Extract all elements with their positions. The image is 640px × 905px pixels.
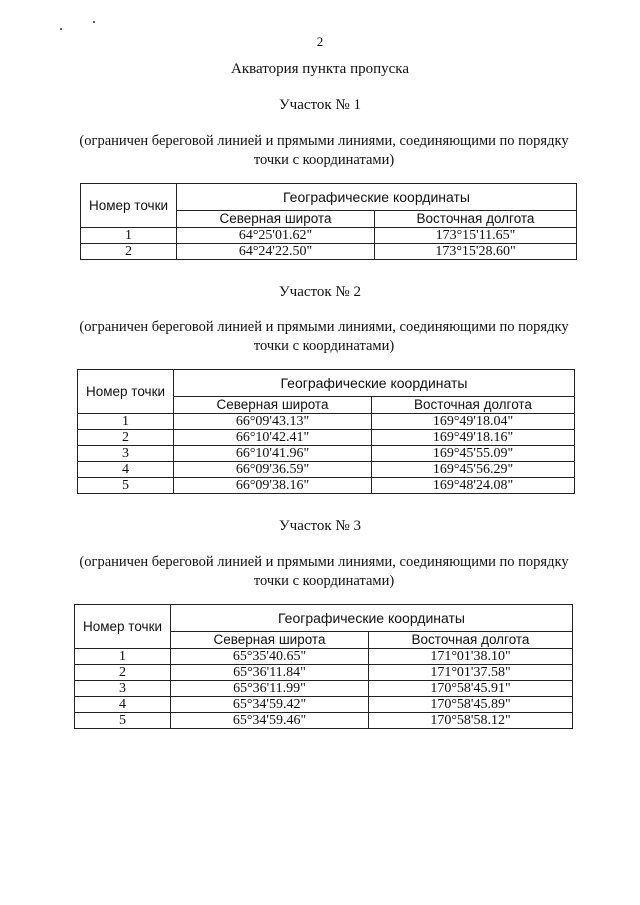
point-number: 2 [78,430,174,446]
longitude-value: 169°45'56.29" [372,462,575,478]
point-number: 5 [78,478,174,494]
longitude-value: 173°15'28.60" [375,244,577,260]
point-number: 4 [78,462,174,478]
point-number: 3 [78,446,174,462]
latitude-value: 65°36'11.99" [171,681,369,697]
latitude-header: Северная широта [177,211,375,228]
longitude-value: 169°49'18.16" [372,430,575,446]
longitude-value: 169°45'55.09" [372,446,575,462]
point-number: 1 [75,649,171,665]
section-heading: Участок № 1 [279,97,361,113]
coordinates-header: Географические координаты [171,605,573,632]
coordinates-header: Географические координаты [177,184,577,211]
longitude-value: 170°58'58.12" [369,713,573,729]
point-number-header: Номер точки [75,605,171,649]
latitude-value: 65°34'59.46" [171,713,369,729]
coordinates-table [74,604,573,729]
point-number-header: Номер точки [81,184,177,228]
latitude-value: 66°10'41.96" [174,446,372,462]
longitude-value: 171°01'37.58" [369,665,573,681]
coordinates-table [80,183,577,260]
table-row [81,244,577,260]
table-row [75,665,573,681]
coordinates-header: Географические координаты [174,370,575,397]
point-number: 2 [81,244,177,260]
latitude-value: 66°09'43.13" [174,414,372,430]
point-number: 1 [81,228,177,244]
latitude-header: Северная широта [174,397,372,414]
latitude-value: 66°10'42.41" [174,430,372,446]
longitude-value: 170°58'45.89" [369,697,573,713]
longitude-value: 170°58'45.91" [369,681,573,697]
latitude-value: 65°34'59.42" [171,697,369,713]
scan-speck [60,28,62,30]
latitude-header: Северная широта [171,632,369,649]
table-row [78,446,575,462]
table-row [75,649,573,665]
latitude-value: 66°09'38.16" [174,478,372,494]
section-heading: Участок № 2 [279,284,361,300]
latitude-value: 64°25'01.62" [177,228,375,244]
point-number: 1 [78,414,174,430]
point-number: 5 [75,713,171,729]
table-row [78,414,575,430]
longitude-header: Восточная долгота [375,211,577,228]
longitude-header: Восточная долгота [369,632,573,649]
table-row [78,462,575,478]
point-number-header: Номер точки [78,370,174,414]
table-row [75,681,573,697]
section-heading: Участок № 3 [279,518,361,534]
longitude-value: 169°48'24.08" [372,478,575,494]
document-title: Акватория пункта пропуска [230,61,410,77]
table-row [75,697,573,713]
table-row [78,478,575,494]
point-number: 2 [75,665,171,681]
section-note: (ограничен береговой линией и прямыми линиями, соединяющими по порядку точки с координатами) [79,133,569,168]
point-number: 3 [75,681,171,697]
table-row [81,228,577,244]
table-row [78,430,575,446]
latitude-value: 65°35'40.65" [171,649,369,665]
longitude-value: 169°49'18.04" [372,414,575,430]
longitude-header: Восточная долгота [372,397,575,414]
longitude-value: 171°01'38.10" [369,649,573,665]
scan-speck [93,21,95,23]
latitude-value: 65°36'11.84" [171,665,369,681]
coordinates-table [77,369,575,494]
section-note: (ограничен береговой линией и прямыми линиями, соединяющими по порядку точки с координатами) [79,319,569,354]
latitude-value: 64°24'22.50" [177,244,375,260]
longitude-value: 173°15'11.65" [375,228,577,244]
page-number: 2 [316,34,324,49]
point-number: 4 [75,697,171,713]
section-note: (ограничен береговой линией и прямыми линиями, соединяющими по порядку точки с координатами) [79,554,569,589]
latitude-value: 66°09'36.59" [174,462,372,478]
table-row [75,713,573,729]
